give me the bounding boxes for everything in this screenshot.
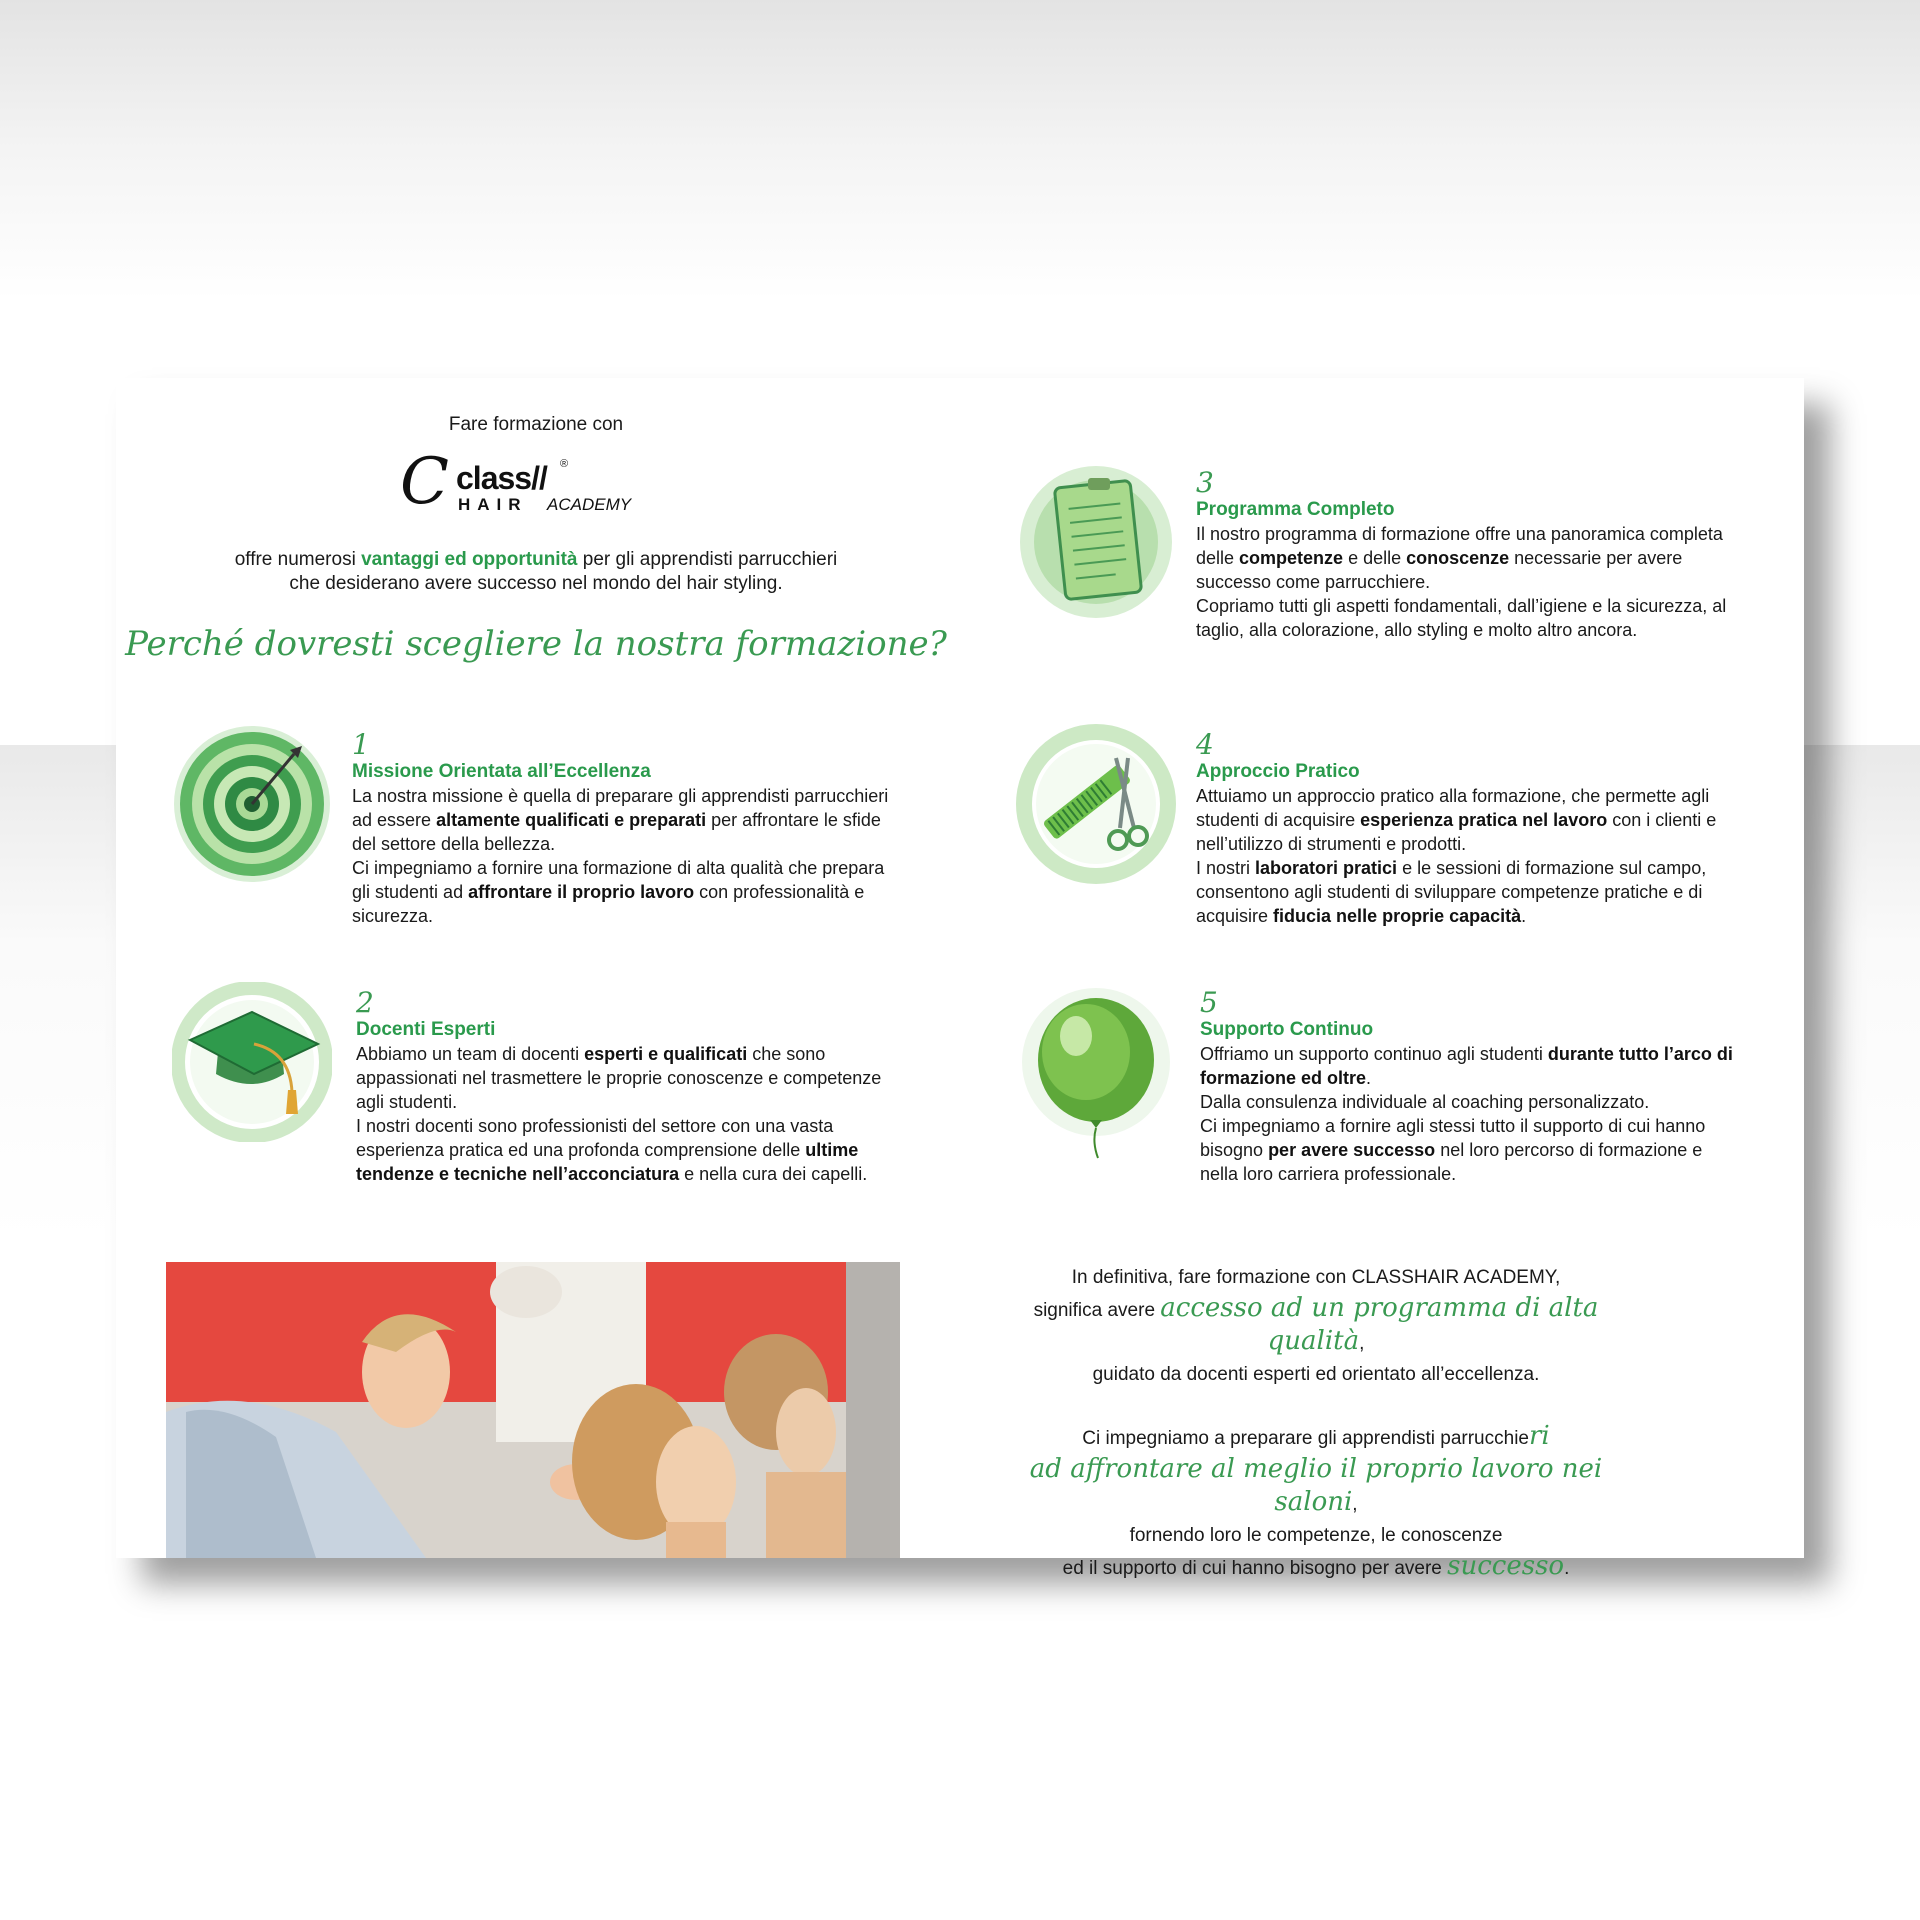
comb-scissors-icon <box>1016 724 1176 884</box>
feature-2-text <box>356 988 896 1186</box>
feature-title: Supporto Continuo <box>1200 1019 1374 1040</box>
intro-body-text: per gli apprendisti parrucchieri <box>577 549 838 570</box>
conclusion-text: fornendo loro le competenze, le conoscenze <box>1129 1525 1503 1546</box>
feature-body <box>1196 784 1736 928</box>
body-text: Ci impegniamo a fornire una formazione di alta qualità che prepara gli studenti ad <box>352 858 885 902</box>
logo-brand: class// <box>456 460 547 496</box>
conclusion-text: Ci impegniamo a preparare gli apprendisti parrucchie <box>1082 1428 1529 1449</box>
body-text: Ci impegniamo a fornire agli stessi tutto il supporto di cui hanno bisogno <box>1200 1116 1706 1160</box>
conclusion-script: successo <box>1447 1551 1565 1581</box>
emphasis-text: esperienza pratica nel lavoro <box>1360 810 1608 830</box>
feature-number: 4 <box>1196 728 1214 761</box>
feature-body <box>1200 1042 1740 1186</box>
feature-4-text <box>1196 730 1736 928</box>
hairdresser-training-photo <box>166 1262 900 1558</box>
conclusion-text: , <box>1352 1494 1358 1515</box>
emphasis-text: esperti e qualificati <box>584 1044 748 1064</box>
body-text: che sono appassionati nel trasmettere le proprie conoscenze e competenze agli studenti. <box>356 1044 882 1112</box>
logo-letter: C <box>400 445 449 519</box>
conclusion-text: In definitiva, fare formazione con CLASSHAIR ACADEMY, <box>1071 1267 1561 1288</box>
feature-5-text <box>1200 988 1740 1186</box>
feature-number: 1 <box>352 728 370 761</box>
feature-1-text <box>352 730 892 928</box>
clipboard-icon <box>1016 462 1176 622</box>
conclusion-text: . <box>1564 1558 1570 1579</box>
body-text: necessarie per avere successo come parrucchiere. <box>1196 548 1683 592</box>
body-text: e nella cura dei capelli. <box>679 1164 868 1184</box>
body-text: con professionalità e sicurezza. <box>352 882 865 926</box>
balloon-icon <box>1016 982 1176 1162</box>
body-text: Attuiamo un approccio pratico alla formazione, che permette agli studenti di acquisire <box>1196 786 1710 830</box>
emphasis-text: altamente qualificati e preparati <box>436 810 707 830</box>
intro-body-text: offre numerosi <box>234 549 362 570</box>
brochure-page <box>116 378 1804 1581</box>
emphasis-text: durante tutto l’arco di formazione ed oltre <box>1200 1044 1733 1088</box>
conclusion-script: ri <box>1528 1421 1550 1451</box>
body-text: e delle <box>1343 548 1407 568</box>
feature-number: 2 <box>356 986 374 1019</box>
conclusion-text: guidato da docenti esperti ed orientato all’eccellenza. <box>1092 1364 1540 1385</box>
conclusion-text: ed il supporto di cui hanno bisogno per avere <box>1062 1558 1448 1579</box>
emphasis-text: per avere successo <box>1268 1140 1436 1160</box>
target-icon <box>172 724 332 884</box>
body-text: Offriamo un supporto continuo agli studenti <box>1200 1044 1548 1064</box>
intro-body <box>116 548 956 596</box>
conclusion-script: ad affrontare al meglio il proprio lavoro nei saloni <box>1029 1454 1603 1517</box>
feature-body <box>352 784 892 928</box>
conclusion-text: , <box>1359 1333 1365 1354</box>
emphasis-text: competenze <box>1239 548 1344 568</box>
emphasis-text: fiducia nelle proprie capacità <box>1273 906 1522 926</box>
body-text: Copriamo tutti gli aspetti fondamentali, dall’igiene e la sicurezza, al taglio, alla colorazione, allo styling e molto altro ancora. <box>1196 596 1727 640</box>
body-text: I nostri docenti sono professionisti del settore con una vasta esperienza pratica ed una profonda comprensione delle <box>356 1116 834 1160</box>
feature-number: 3 <box>1196 466 1214 499</box>
training-photo <box>166 1262 900 1558</box>
emphasis-text: affrontare il proprio lavoro <box>468 882 695 902</box>
feature-title: Docenti Esperti <box>356 1019 496 1040</box>
graduation-cap-icon <box>172 982 332 1142</box>
feature-title: Missione Orientata all’Eccellenza <box>352 761 651 782</box>
intro-lead: Fare formazione con <box>448 414 624 435</box>
feature-title: Approccio Pratico <box>1196 761 1360 782</box>
body-text: nel loro percorso di formazione e nella loro carriera professionale. <box>1200 1140 1703 1184</box>
emphasis-text: ultime tendenze e tecniche nell’acconciatura <box>356 1140 859 1184</box>
intro-highlight: vantaggi ed opportunità <box>361 549 578 570</box>
emphasis-text: laboratori pratici <box>1255 858 1398 878</box>
body-text: e le sessioni di formazione sul campo, consentono agli studenti di sviluppare competenze pratiche e di acquisire <box>1196 858 1707 926</box>
feature-3-text <box>1196 468 1736 642</box>
body-text: . <box>1521 906 1527 926</box>
body-text: per affrontare le sfide del settore della bellezza. <box>352 810 881 854</box>
logo-hair: HAIR <box>458 495 528 514</box>
feature-body <box>356 1042 896 1186</box>
conclusion-text: significa avere <box>1033 1300 1161 1321</box>
feature-number: 5 <box>1200 986 1218 1019</box>
logo-registered: ® <box>560 458 569 470</box>
feature-body <box>1196 522 1736 642</box>
body-text: Abbiamo un team di docenti <box>356 1044 585 1064</box>
conclusion <box>996 1262 1636 1584</box>
body-text: con i clienti e nell’utilizzo di strumenti e prodotti. <box>1196 810 1717 854</box>
body-text: . <box>1366 1068 1372 1088</box>
body-text: La nostra missione è quella di preparare gli apprendisti parrucchieri ad essere <box>352 786 889 830</box>
body-text: I nostri <box>1196 858 1256 878</box>
body-text: Dalla consulenza individuale al coaching personalizzato. <box>1200 1092 1650 1112</box>
body-text: Il nostro programma di formazione offre una panoramica completa delle <box>1196 524 1723 568</box>
feature-title: Programma Completo <box>1196 499 1395 520</box>
classhair-academy-logo <box>400 445 670 520</box>
intro-body-text: che desiderano avere successo nel mondo del hair styling. <box>289 573 783 594</box>
section-question: Perché dovresti scegliere la nostra formazione? <box>125 624 947 664</box>
logo-academy: ACADEMY <box>547 495 632 514</box>
conclusion-script: accesso ad un programma di alta qualità <box>1160 1293 1599 1356</box>
emphasis-text: conoscenze <box>1406 548 1510 568</box>
